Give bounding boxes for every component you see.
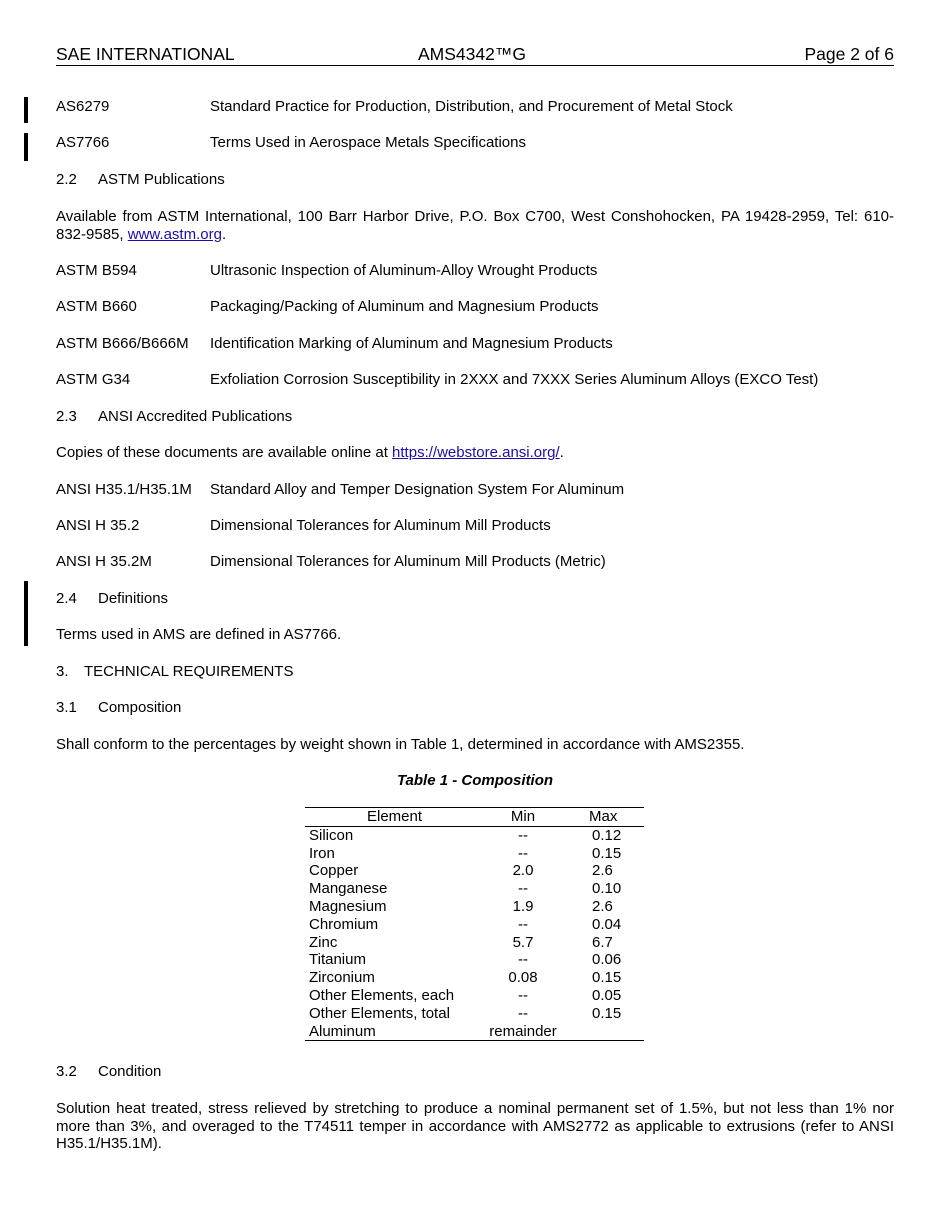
section-title: ANSI Accredited Publications (98, 408, 293, 425)
cell-max: 6.7 (592, 933, 613, 951)
ref-title: Terms Used in Aerospace Metals Specifications (210, 134, 526, 151)
cell-element: Iron (309, 844, 335, 862)
cell-min: 5.7 (512, 933, 534, 951)
header-page-number: Page 2 of 6 (804, 44, 894, 64)
composition-table (305, 807, 644, 1041)
header-org: SAE INTERNATIONAL (56, 44, 235, 64)
table-row (305, 969, 644, 987)
table-row (305, 987, 644, 1005)
section-title: Definitions (98, 590, 169, 607)
table-row (305, 916, 644, 934)
cell-min: 0.08 (508, 969, 538, 987)
ansi-availability-paragraph (56, 444, 894, 462)
cell-min: -- (518, 880, 528, 898)
section-number: 2.3 (56, 408, 77, 425)
section-number: 3.1 (56, 699, 77, 716)
cell-element: Other Elements, total (309, 1004, 450, 1022)
revision-bar (24, 97, 28, 123)
section-title: TECHNICAL REQUIREMENTS (84, 663, 294, 680)
section-number: 3.2 (56, 1063, 77, 1080)
cell-max: 0.05 (592, 986, 622, 1004)
cell-min: -- (518, 951, 528, 969)
ref-title: Identification Marking of Aluminum and Magnesium Products (210, 335, 613, 352)
cell-element: Zinc (309, 933, 338, 951)
cell-min: remainder (489, 1022, 557, 1040)
page-header (56, 44, 894, 66)
ref-code: ASTM G34 (56, 371, 131, 388)
section-heading-2-3 (56, 408, 292, 425)
ref-title: Ultrasonic Inspection of Aluminum-Alloy Wrought Products (210, 262, 598, 279)
section-number: 3. (56, 663, 69, 680)
section-number: 2.4 (56, 590, 77, 607)
ref-title: Dimensional Tolerances for Aluminum Mill Products (Metric) (210, 553, 606, 570)
section-heading-3 (56, 663, 293, 680)
cell-max: 0.15 (592, 844, 622, 862)
table-row (305, 845, 644, 863)
column-header-max: Max (589, 808, 618, 825)
ref-code: AS6279 (56, 98, 110, 115)
section-heading-2-2 (56, 171, 225, 188)
paragraph-end: . (221, 225, 227, 243)
paragraph-text: Copies of these documents are available online at (56, 444, 393, 461)
section-heading-3-1 (56, 699, 181, 716)
cell-max: 0.15 (592, 969, 622, 987)
astm-availability-paragraph (56, 208, 894, 243)
ref-title: Standard Alloy and Temper Designation System For Aluminum (210, 481, 625, 498)
ref-title: Standard Practice for Production, Distribution, and Procurement of Metal Stock (210, 98, 733, 115)
table-row (305, 1005, 644, 1023)
cell-max: 2.6 (592, 897, 613, 915)
paragraph-end: . (559, 444, 564, 461)
cell-min: -- (518, 844, 528, 862)
section-heading-2-4 (56, 590, 168, 607)
paragraph-text: Available from ASTM International, 100 Barr Harbor Drive, P.O. Box C700, West Conshohocken, PA 19428-2959, Tel: 610-832-9585, (56, 208, 894, 243)
section-title: ASTM Publications (98, 171, 225, 188)
section-number: 2.2 (56, 171, 77, 188)
section-heading-3-2 (56, 1063, 161, 1080)
cell-element: Chromium (309, 915, 379, 933)
table-row (305, 898, 644, 916)
ref-code: ASTM B666/B666M (56, 335, 189, 352)
ref-title: Exfoliation Corrosion Susceptibility in 2XXX and 7XXX Series Aluminum Alloys (EXCO Test) (210, 371, 819, 388)
cell-element: Other Elements, each (309, 986, 455, 1004)
ref-code: ASTM B594 (56, 262, 137, 279)
cell-element: Aluminum (309, 1022, 376, 1040)
cell-element: Magnesium (309, 897, 387, 915)
cell-element: Manganese (309, 880, 388, 898)
cell-element: Zirconium (309, 969, 375, 987)
revision-bar (24, 581, 28, 646)
ref-title: Packaging/Packing of Aluminum and Magnesium Products (210, 298, 599, 315)
cell-min: -- (518, 1004, 528, 1022)
header-doc-id: AMS4342™G (418, 44, 526, 64)
cell-min: -- (518, 986, 528, 1004)
cell-max: 0.06 (592, 951, 622, 969)
ref-code: ASTM B660 (56, 298, 137, 315)
ref-code: AS7766 (56, 134, 110, 151)
column-header-element: Element (367, 808, 423, 825)
section-title: Condition (98, 1063, 162, 1080)
cell-max: 0.15 (592, 1004, 622, 1022)
table-row (305, 934, 644, 952)
astm-link[interactable]: www.astm.org (127, 225, 222, 243)
definitions-text: Terms used in AMS are defined in AS7766. (56, 626, 342, 643)
revision-bar (24, 133, 28, 161)
section-title: Composition (98, 699, 182, 716)
cell-max: 2.6 (592, 862, 613, 880)
cell-element: Silicon (309, 826, 354, 844)
cell-min: -- (518, 915, 528, 933)
cell-min: 1.9 (512, 897, 534, 915)
ref-code: ANSI H 35.2 (56, 517, 140, 534)
ref-code: ANSI H35.1/H35.1M (56, 481, 192, 498)
cell-max: 0.04 (592, 915, 622, 933)
table-row (305, 1023, 644, 1041)
table-row (305, 951, 644, 969)
composition-text: Shall conform to the percentages by weight shown in Table 1, determined in accordance with AMS2355. (56, 736, 745, 753)
cell-min: -- (518, 826, 528, 844)
table-caption: Table 1 - Composition (396, 772, 554, 789)
column-header-min: Min (510, 808, 536, 825)
table-row (305, 827, 644, 845)
cell-min: 2.0 (512, 862, 534, 880)
table-row (305, 862, 644, 880)
cell-max: 0.10 (592, 880, 622, 898)
cell-max: 0.12 (592, 826, 622, 844)
ref-title: Dimensional Tolerances for Aluminum Mill Products (210, 517, 551, 534)
ansi-link[interactable]: https://webstore.ansi.org/ (392, 444, 560, 461)
cell-element: Titanium (309, 951, 366, 969)
ref-code: ANSI H 35.2M (56, 553, 152, 570)
condition-paragraph: Solution heat treated, stress relieved by stretching to produce a nominal permanent set of 1.5%, but not less than 1% nor more than 3%, and overaged to the T74511 temper in accordance with AMS2772 as applicable to extrusions (refer to ANSI H35.1/H35.1M). (56, 1100, 894, 1152)
table-row (305, 880, 644, 898)
cell-element: Copper (309, 862, 359, 880)
table-header-row (305, 808, 644, 827)
